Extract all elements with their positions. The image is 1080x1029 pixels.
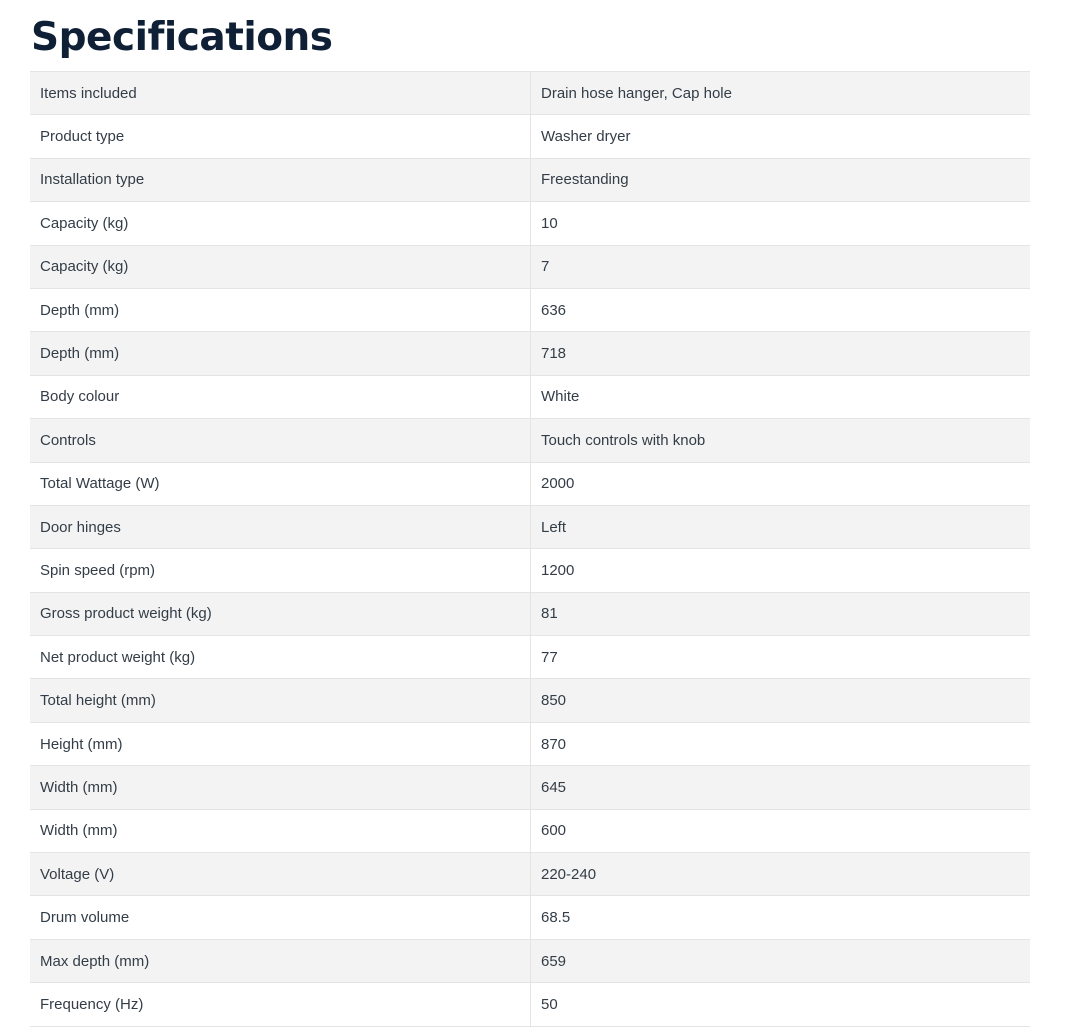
spec-label: Door hinges bbox=[30, 505, 531, 548]
spec-label: Voltage (V) bbox=[30, 853, 531, 896]
spec-label: Capacity (kg) bbox=[30, 245, 531, 288]
spec-label: Width (mm) bbox=[30, 809, 531, 852]
specifications-table-body bbox=[30, 72, 1030, 1027]
spec-row bbox=[30, 853, 1030, 896]
spec-label: Depth (mm) bbox=[30, 288, 531, 331]
spec-row bbox=[30, 158, 1030, 201]
spec-label: Max depth (mm) bbox=[30, 939, 531, 982]
spec-value: 870 bbox=[531, 722, 1031, 765]
spec-row bbox=[30, 419, 1030, 462]
spec-value: 1200 bbox=[531, 549, 1031, 592]
spec-row bbox=[30, 375, 1030, 418]
specifications-table bbox=[30, 71, 1030, 1027]
spec-row bbox=[30, 636, 1030, 679]
spec-value: Drain hose hanger, Cap hole bbox=[531, 72, 1031, 115]
spec-label: Net product weight (kg) bbox=[30, 636, 531, 679]
spec-value: 10 bbox=[531, 202, 1031, 245]
spec-value: 2000 bbox=[531, 462, 1031, 505]
spec-label: Total Wattage (W) bbox=[30, 462, 531, 505]
spec-label: Controls bbox=[30, 419, 531, 462]
spec-row bbox=[30, 766, 1030, 809]
spec-row bbox=[30, 288, 1030, 331]
spec-label: Drum volume bbox=[30, 896, 531, 939]
spec-row bbox=[30, 983, 1030, 1026]
spec-label: Gross product weight (kg) bbox=[30, 592, 531, 635]
spec-label: Installation type bbox=[30, 158, 531, 201]
spec-row bbox=[30, 809, 1030, 852]
spec-value: 636 bbox=[531, 288, 1031, 331]
spec-row bbox=[30, 939, 1030, 982]
spec-row bbox=[30, 722, 1030, 765]
spec-value: 659 bbox=[531, 939, 1031, 982]
spec-row bbox=[30, 592, 1030, 635]
spec-value: 645 bbox=[531, 766, 1031, 809]
spec-row bbox=[30, 72, 1030, 115]
spec-value: 81 bbox=[531, 592, 1031, 635]
spec-label: Capacity (kg) bbox=[30, 202, 531, 245]
spec-label: Items included bbox=[30, 72, 531, 115]
spec-row bbox=[30, 679, 1030, 722]
spec-label: Width (mm) bbox=[30, 766, 531, 809]
spec-row bbox=[30, 202, 1030, 245]
spec-value: 600 bbox=[531, 809, 1031, 852]
spec-row bbox=[30, 896, 1030, 939]
spec-value: 50 bbox=[531, 983, 1031, 1026]
spec-value: 77 bbox=[531, 636, 1031, 679]
spec-value: 718 bbox=[531, 332, 1031, 375]
spec-value: Freestanding bbox=[531, 158, 1031, 201]
page-title: Specifications bbox=[31, 15, 333, 60]
spec-row bbox=[30, 245, 1030, 288]
spec-label: Total height (mm) bbox=[30, 679, 531, 722]
spec-label: Frequency (Hz) bbox=[30, 983, 531, 1026]
spec-row bbox=[30, 332, 1030, 375]
spec-label: Spin speed (rpm) bbox=[30, 549, 531, 592]
spec-value: Washer dryer bbox=[531, 115, 1031, 158]
spec-row bbox=[30, 115, 1030, 158]
spec-value: White bbox=[531, 375, 1031, 418]
spec-label: Body colour bbox=[30, 375, 531, 418]
spec-value: Left bbox=[531, 505, 1031, 548]
spec-value: 850 bbox=[531, 679, 1031, 722]
spec-row bbox=[30, 462, 1030, 505]
spec-value: Touch controls with knob bbox=[531, 419, 1031, 462]
spec-label: Depth (mm) bbox=[30, 332, 531, 375]
spec-value: 68.5 bbox=[531, 896, 1031, 939]
spec-row bbox=[30, 505, 1030, 548]
spec-label: Product type bbox=[30, 115, 531, 158]
spec-row bbox=[30, 549, 1030, 592]
spec-value: 220-240 bbox=[531, 853, 1031, 896]
spec-value: 7 bbox=[531, 245, 1031, 288]
spec-label: Height (mm) bbox=[30, 722, 531, 765]
